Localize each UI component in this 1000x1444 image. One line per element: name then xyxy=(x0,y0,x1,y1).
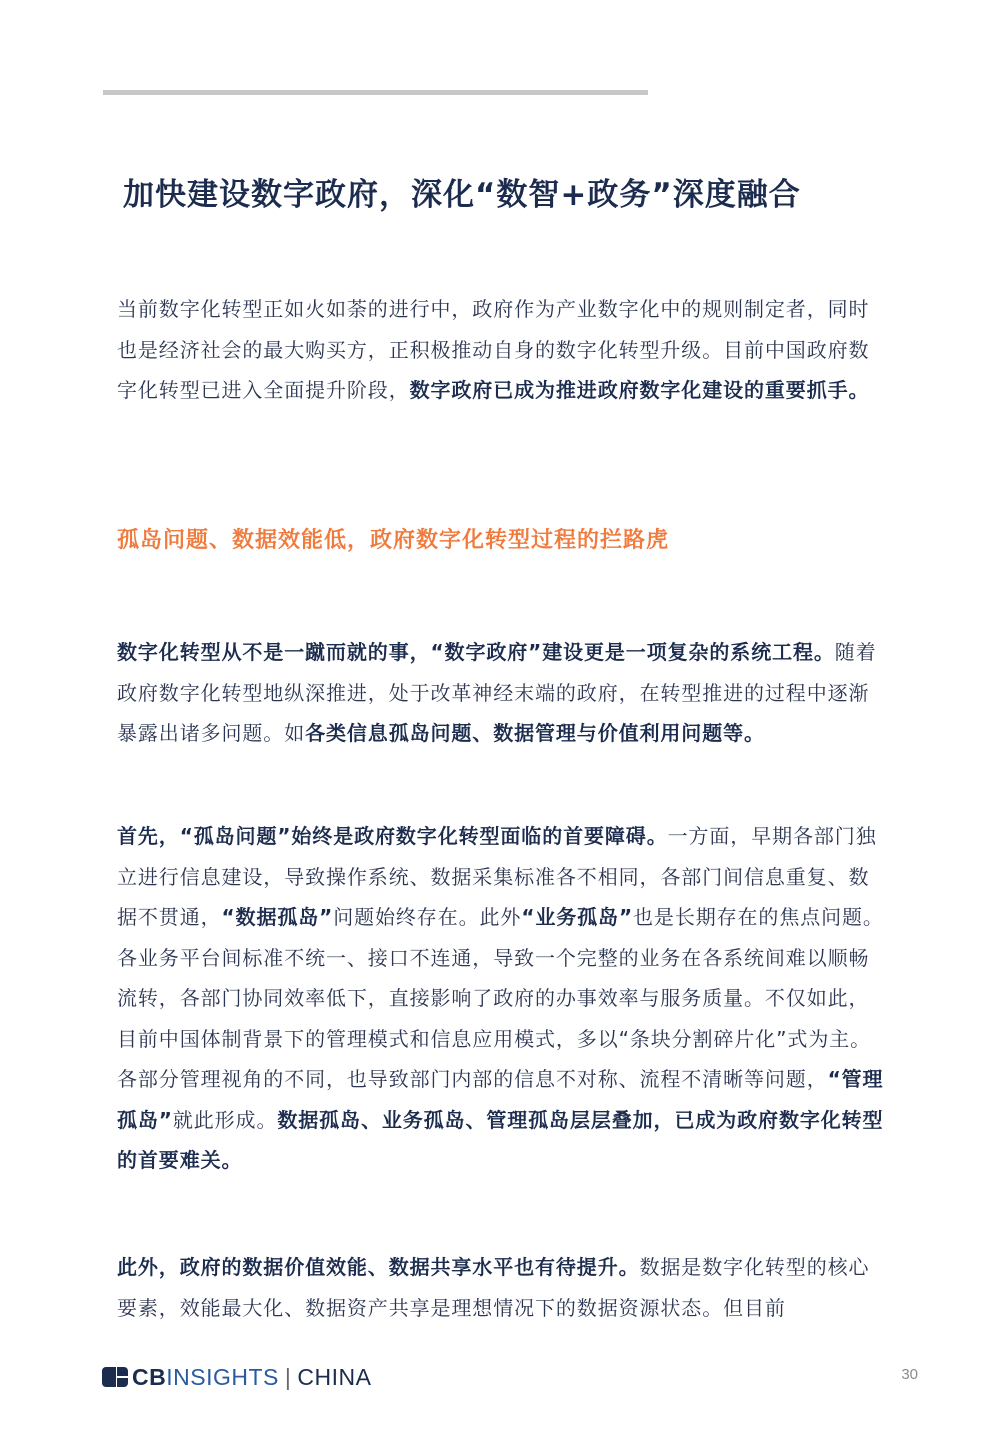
p2-emphasis-2: “数据孤岛” xyxy=(221,905,334,929)
logo-china: CHINA xyxy=(297,1363,372,1390)
intro-text: 当前数字化转型正如火如荼的进行中，政府作为产业数字化中的规则制定者，同时也是经济社会的最大购买方，正积极推动自身的数字化转型升级。目前中国政府数字化转型已进入全面提升阶段， xyxy=(117,297,870,402)
paragraph-2 xyxy=(117,816,887,1181)
section-heading: 孤岛问题、数据效能低，政府数字化转型过程的拦路虎 xyxy=(117,528,670,553)
p2-emphasis-5: 数据孤岛、业务孤岛、管理孤岛层层叠加，已成为政府数字化转型的首要难关。 xyxy=(117,1107,884,1172)
p2-text-4: 就此形成。 xyxy=(172,1107,278,1132)
top-divider xyxy=(103,90,648,95)
cbinsights-china-logo xyxy=(102,1364,371,1390)
page-title: 加快建设数字政府，深化“数智+政务”深度融合 xyxy=(123,177,801,213)
intro-emphasis: 数字政府已成为推进政府数字化建设的重要抓手。 xyxy=(409,378,870,402)
page-number: 30 xyxy=(901,1366,918,1383)
cb-logo-icon xyxy=(102,1367,128,1387)
logo-wordmark xyxy=(132,1364,371,1391)
p1-emphasis-1: 数字化转型从不是一蹴而就的事，“数字政府”建设更是一项复杂的系统工程。 xyxy=(117,640,835,664)
p2-text-1: 一方面，早期各部门独立进行信息建设，导致操作系统、数据采集标准各不相同，各部门间信息重复、数据不贯通， xyxy=(117,824,877,929)
p3-emphasis-1: 此外，政府的数据价值效能、数据共享水平也有待提升。 xyxy=(117,1255,640,1279)
paragraph-1 xyxy=(117,632,887,754)
p1-text-1: 随着政府数字化转型地纵深推进，处于改革神经末端的政府，在转型推进的过程中逐渐暴露出诸多问题。如 xyxy=(117,640,877,745)
logo-separator: | xyxy=(284,1363,292,1390)
logo-cb: CB xyxy=(132,1363,167,1390)
paragraph-3 xyxy=(117,1247,887,1328)
p3-text-1: 数据是数字化转型的核心要素，效能最大化、数据资产共享是理想情况下的数据资源状态。但目前 xyxy=(117,1255,870,1320)
logo-insights: INSIGHTS xyxy=(166,1363,279,1390)
p2-text-2: 问题始终存在。此外 xyxy=(333,905,522,929)
p2-text-3: 也是长期存在的焦点问题。各业务平台间标准不统一、接口不连通，导致一个完整的业务在各系统间难以顺畅流转，各部门协同效率低下，直接影响了政府的办事效率与服务质量。不仅如此，目前中国体制背景下的管理模式和信息应用模式，多以“条块分割碎片化”式为主。各部分管理视角的不同，也导致部门内部的信息不对称、流程不清晰等问题， xyxy=(117,905,884,1091)
p1-emphasis-2: 各类信息孤岛问题、数据管理与价值利用问题等。 xyxy=(305,721,765,745)
p2-emphasis-3: “业务孤岛” xyxy=(521,905,634,929)
intro-paragraph xyxy=(117,289,887,411)
p2-emphasis-4: “管理孤岛” xyxy=(117,1067,884,1132)
p2-emphasis-1: 首先，“孤岛问题”始终是政府数字化转型面临的首要障碍。 xyxy=(117,824,668,848)
